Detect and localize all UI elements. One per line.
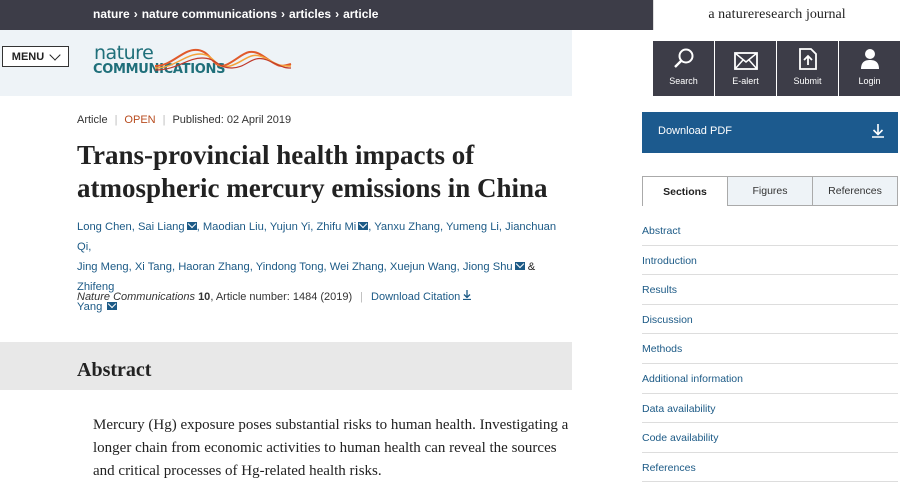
search-icon (673, 48, 695, 70)
author-link[interactable]: Yindong Tong (255, 261, 324, 273)
logo-line2: COMMUNICATIONS (93, 62, 226, 77)
login-tile-label: Login (858, 76, 881, 86)
article-number: , Article number: 1484 (2019) (210, 291, 353, 303)
meta-divider: | (162, 114, 166, 126)
toc-item-data-availability[interactable]: Data availability (642, 394, 898, 424)
logo-wave-graphic (153, 42, 293, 78)
section-list (642, 216, 898, 482)
journal-name: Nature Communications (77, 291, 195, 303)
download-pdf-label: Download PDF (658, 125, 732, 137)
breadcrumb-separator: › (281, 7, 286, 21)
author-ampersand: & (527, 261, 536, 273)
toc-item-additional-information[interactable]: Additional information (642, 364, 898, 394)
toc-item-results[interactable]: Results (642, 275, 898, 305)
search-tile-label: Search (669, 76, 698, 86)
tagline-brand: natureresearch (718, 7, 803, 22)
breadcrumb-separator: › (133, 7, 138, 21)
journal-logo[interactable] (93, 42, 293, 80)
author-link[interactable]: Yang (77, 301, 103, 313)
ealert-tile-label: E-alert (732, 76, 759, 86)
email-icon[interactable] (107, 302, 117, 310)
author-link[interactable]: Yumeng Li (446, 221, 499, 233)
author-link[interactable]: Maodian Liu (202, 221, 264, 233)
author-link[interactable]: Yujun Yi (269, 221, 311, 233)
menu-button[interactable] (2, 46, 69, 67)
breadcrumb-nature[interactable]: nature (93, 7, 130, 21)
author-link[interactable]: Zhifeng (77, 281, 115, 293)
breadcrumb-article: article (343, 7, 379, 21)
tab-sections[interactable]: Sections (642, 176, 728, 206)
download-citation-label: Download Citation (371, 291, 461, 303)
tab-figures[interactable]: Figures (728, 176, 813, 206)
author-link[interactable]: Jiong Shu (462, 261, 513, 273)
author-link[interactable]: Sai Liang (137, 221, 185, 233)
article-title: Trans-provincial health impacts of atmospheric mercury emissions in China (77, 140, 548, 203)
article-meta (77, 114, 291, 126)
logo-line1: nature (94, 42, 154, 64)
author-link[interactable]: Xuejun Wang (389, 261, 457, 273)
breadcrumb-nature-communications[interactable]: nature communications (141, 7, 278, 21)
citation-divider: | (360, 291, 364, 303)
submit-tile-label: Submit (793, 76, 822, 86)
search-tile[interactable] (653, 41, 714, 96)
sidebar-tabs (642, 176, 898, 206)
author-link[interactable]: Wei Zhang (329, 261, 384, 273)
download-pdf-button[interactable] (642, 112, 898, 153)
email-icon[interactable] (515, 262, 525, 270)
author-link[interactable]: Jing Meng (77, 261, 129, 273)
login-tile[interactable] (839, 41, 900, 96)
publish-date: Published: 02 April 2019 (172, 114, 292, 126)
author-link[interactable]: Zhifu Mi (316, 221, 357, 233)
journal-tagline[interactable] (653, 0, 900, 30)
author-link[interactable]: Yanxu Zhang (374, 221, 441, 233)
meta-divider: | (114, 114, 118, 126)
chevron-down-icon (50, 49, 61, 60)
submit-tile[interactable] (777, 41, 838, 96)
tagline-prefix: a (708, 7, 715, 22)
toc-item-discussion[interactable]: Discussion (642, 305, 898, 335)
author-list: Long Chen, Sai Liang , Maodian Liu, Yujun Yi, Zhifu Mi , Yanxu Zhang, Yumeng Li, Jianchuan Qi, Jing Meng, Xi Tang, Haoran Zhang, Yindong Tong, Wei Zhang, Xuejun Wang, Jiong Shu & Zhifeng Yang (77, 221, 557, 313)
envelope-icon (734, 52, 758, 70)
author-link[interactable]: Haoran Zhang (178, 261, 250, 273)
download-icon (872, 124, 884, 138)
author-link[interactable]: Xi Tang (134, 261, 172, 273)
abstract-heading: Abstract (77, 359, 152, 381)
breadcrumb-articles[interactable]: articles (289, 7, 332, 21)
tagline-suffix: journal (805, 7, 846, 22)
citation-line (77, 290, 471, 303)
breadcrumb-separator: › (335, 7, 340, 21)
ealert-tile[interactable] (715, 41, 776, 96)
user-icon (860, 48, 880, 70)
article-type: Article (77, 114, 108, 126)
open-access-badge[interactable]: OPEN (124, 114, 156, 126)
menu-label: MENU (11, 50, 45, 63)
tab-references[interactable]: References (813, 176, 898, 206)
download-arrow-icon (463, 290, 471, 300)
author-link[interactable]: Long Chen (77, 221, 132, 233)
toc-item-abstract[interactable]: Abstract (642, 216, 898, 246)
journal-volume: 10 (198, 291, 211, 303)
toc-item-introduction[interactable]: Introduction (642, 246, 898, 276)
email-icon[interactable] (187, 222, 197, 230)
upload-icon (799, 48, 817, 70)
abstract-text: Mercury (Hg) exposure poses substantial risks to human health. Investigating a longer chain from economic activities to human health can reveal the sources and critical processes of Hg-related health risks. (93, 417, 569, 479)
download-citation-link[interactable] (371, 291, 471, 303)
toc-item-methods[interactable]: Methods (642, 334, 898, 364)
utility-tiles (653, 41, 900, 96)
email-icon[interactable] (358, 222, 368, 230)
toc-item-code-availability[interactable]: Code availability (642, 423, 898, 453)
toc-item-references[interactable]: References (642, 453, 898, 483)
author-link[interactable]: Jianchuan Qi (77, 221, 557, 253)
breadcrumb (93, 7, 378, 21)
